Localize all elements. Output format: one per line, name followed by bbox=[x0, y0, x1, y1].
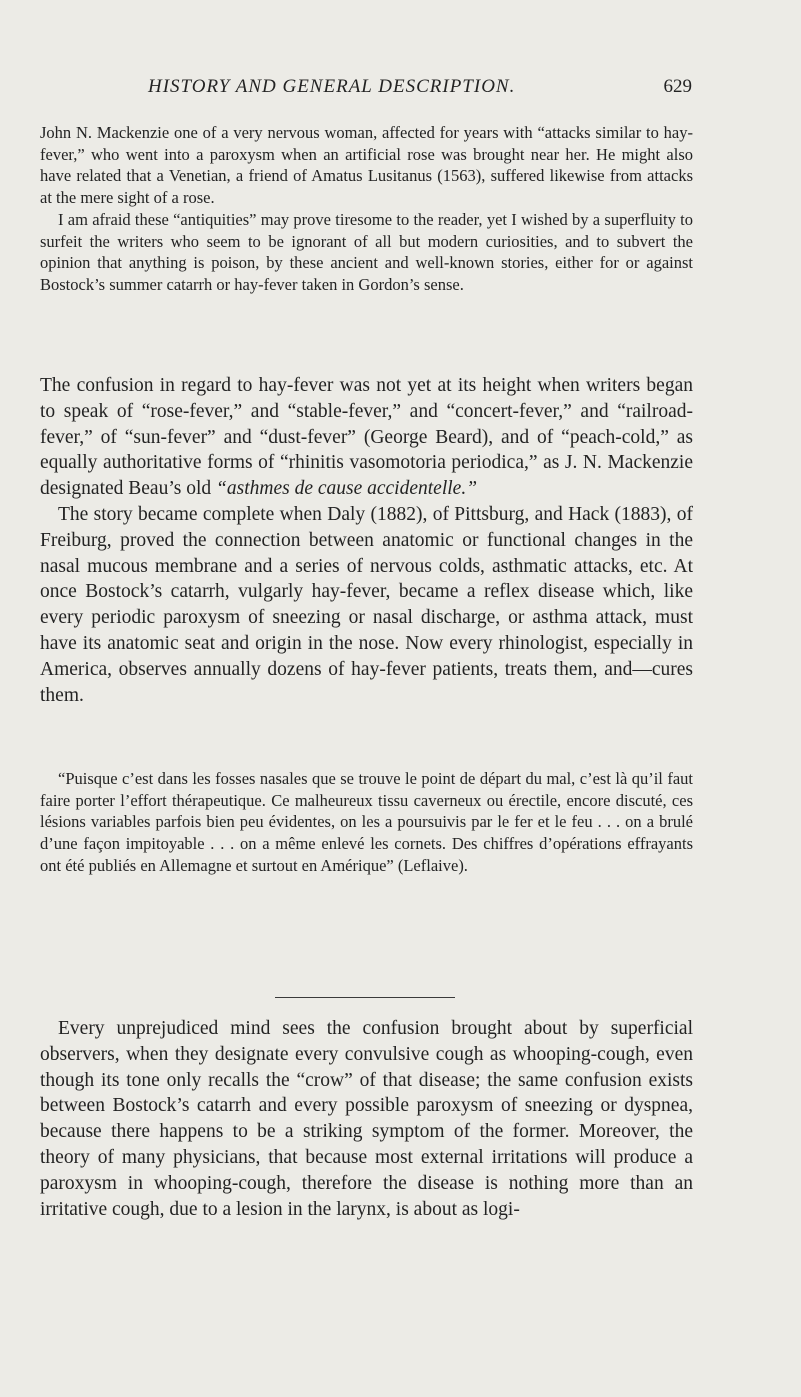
section-2-paragraph-1 bbox=[40, 373, 693, 502]
french-quotation: “Puisque c’est dans les fosses nasales que se trouve le point de départ du mal, c’est là qu’il faut faire porter l’effort thérapeutique. Ce malheureux tissu caverneux ou érectile, encore discuté, ces lésions variables parfois bien peu évidentes, on les a poursuivis par le fer et le feu . . . on a brulé d’une façon impitoyable . . . on a même enlevé les cornets. Des chiffres d’opérations effrayants ont été publiés en Allemagne et surtout en Amérique” (Leflaive). bbox=[40, 769, 693, 875]
section-2 bbox=[40, 373, 693, 708]
section-2-paragraph-1-text: The confusion in regard to hay-fever was not yet at its height when writers began to speak of “rose-fever,” and “stable-fever,” and “concert-fever,” and “railroad-fever,” of “sun-fever” and “dust-fever” (George Beard), and of “peach-cold,” as equally authoritative forms of “rhinitis vasomotoria periodica,” as J. N. Mackenzie designated Beau’s old bbox=[40, 375, 693, 500]
section-divider bbox=[275, 997, 455, 998]
page-number: 629 bbox=[663, 76, 692, 97]
page-header bbox=[148, 76, 692, 100]
section-1-paragraph-2: I am afraid these “antiquities” may prove tiresome to the reader, yet I wished by a superfluity to surfeit the writers who seem to be ignorant of all but modern curiosities, and to subvert the opinion that anything is poison, by these ancient and well-known stories, either for or against Bostock’s summer catarrh or hay-fever taken in Gordon’s sense. bbox=[40, 209, 693, 294]
section-2-paragraph-1-italic: “asthmes de cause accidentelle.” bbox=[216, 478, 478, 500]
section-1-paragraph-1: John N. Mackenzie one of a very nervous woman, affected for years with “attacks similar to hay-fever,” who went into a paroxysm when an artificial rose was brought near her. He might also have related that a Venetian, a friend of Amatus Lusitanus (1563), suffered likewise from attacks at the mere sight of a rose. bbox=[40, 123, 693, 208]
section-1 bbox=[40, 122, 693, 296]
section-3 bbox=[40, 1016, 693, 1222]
section-2-paragraph-2: The story became complete when Daly (1882), of Pittsburg, and Hack (1883), of Freiburg, proved the connection between anatomic or functional changes in the nasal mucous membrane and a series of nervous colds, asthmatic attacks, etc. At once Bostock’s catarrh, vulgarly hay-fever, became a reflex disease which, like every periodic paroxysm of sneezing or nasal discharge, or asthma attack, must have its anatomic seat and origin in the nose. Now every rhinologist, especially in America, observes annually dozens of hay-fever patients, treats them, and—cures them. bbox=[40, 503, 693, 706]
section-3-paragraph-1: Every unprejudiced mind sees the confusion brought about by superficial observers, when they designate every convulsive cough as whooping-cough, even though its tone only recalls the “crow” of that disease; the same confusion exists between Bostock’s catarrh and every possible paroxysm of sneezing or dyspnea, because there happens to be a striking symptom of the former. Moreover, the theory of many physicians, that because most external irritations will produce a paroxysm in whooping-cough, therefore the disease is nothing more than an irritative cough, due to a lesion in the larynx, is about as logi- bbox=[40, 1018, 693, 1220]
running-title: HISTORY AND GENERAL DESCRIPTION. bbox=[148, 76, 516, 97]
